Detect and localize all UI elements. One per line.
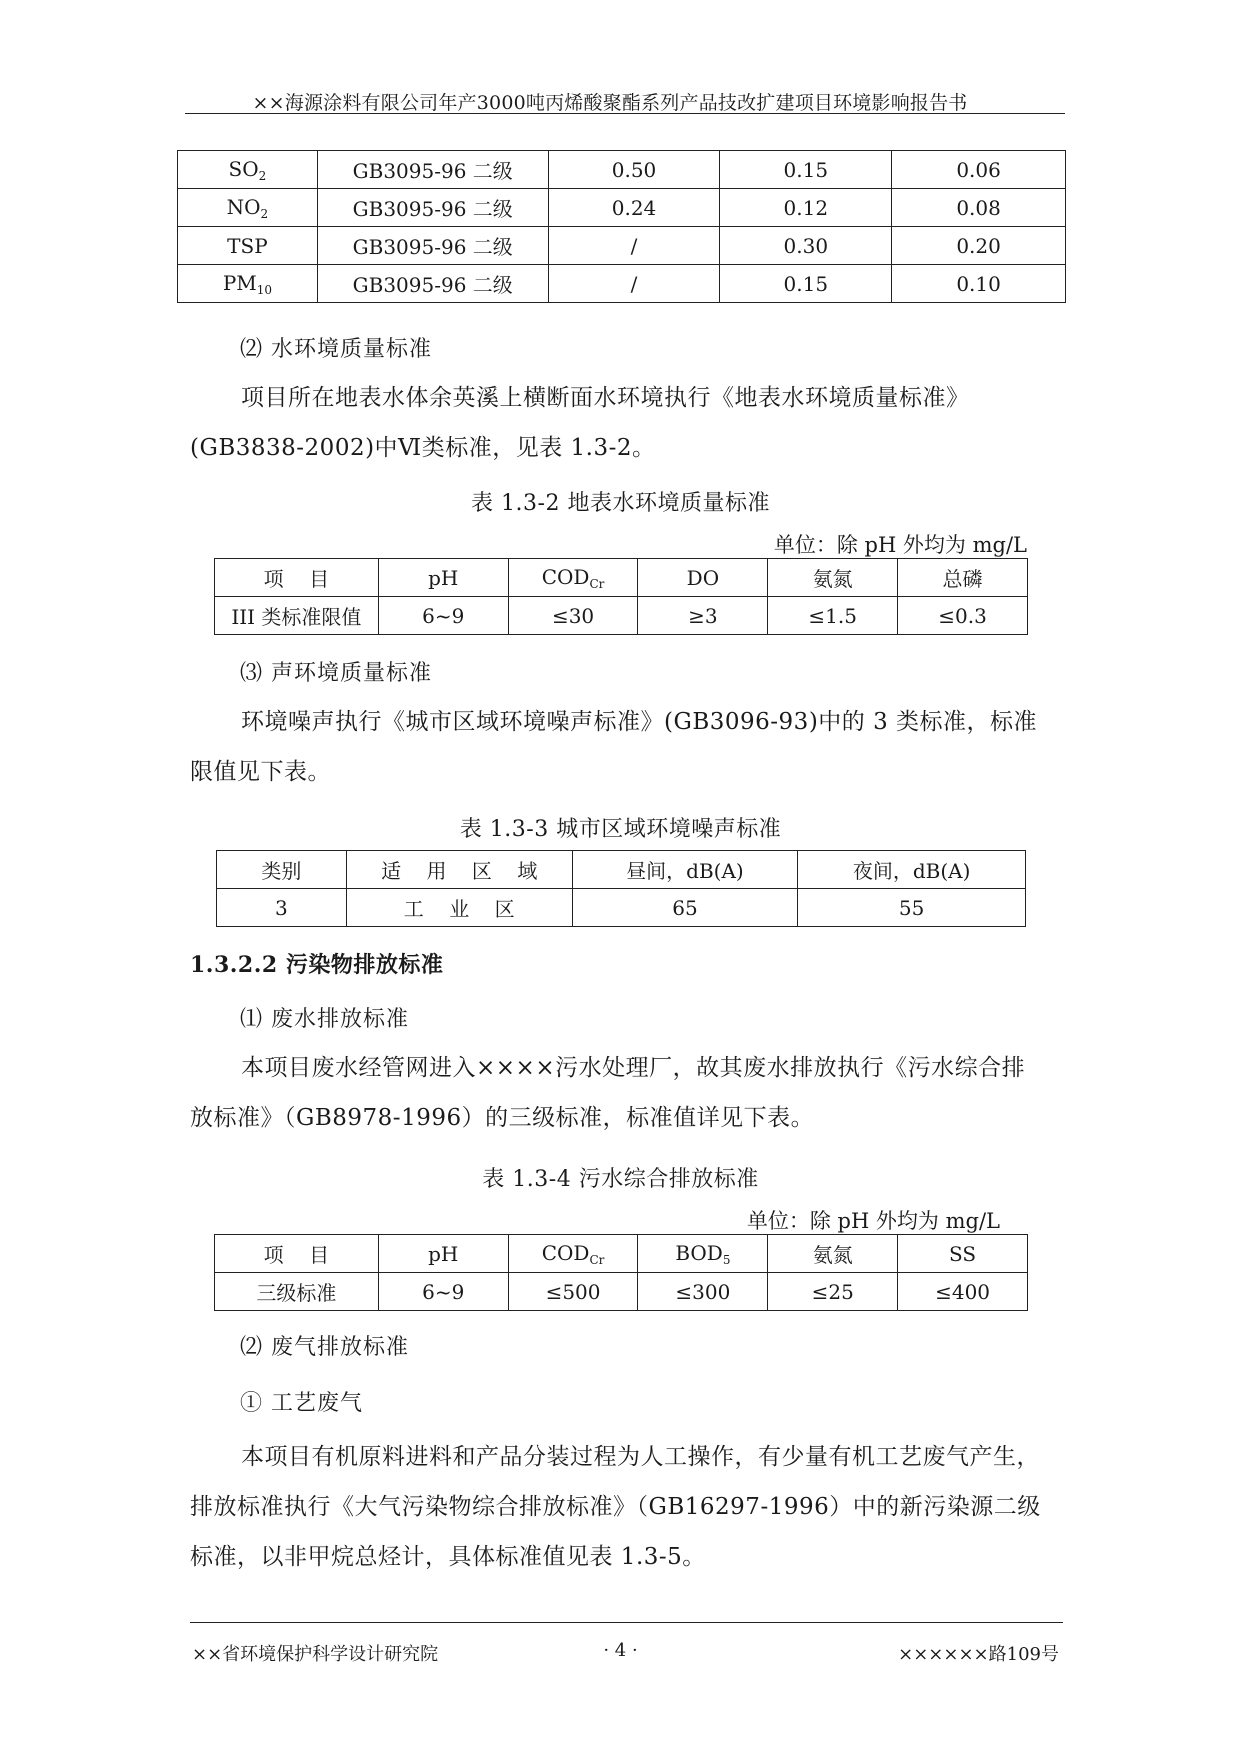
value-cell: /: [548, 265, 720, 303]
table-row: [178, 189, 1066, 227]
pollutant-cell: $NO_2$: [178, 189, 318, 227]
paragraph-line: 标准，以非甲烷总烃计，具体标准值见表 1.3-5。: [190, 1544, 706, 1570]
paragraph-line: 本项目有机原料进料和产品分装过程为人工操作，有少量有机工艺废气产生，: [241, 1444, 1040, 1470]
header-cell: 氨氮: [768, 1235, 898, 1273]
paragraph-line: (GB3838-2002)中Ⅵ类标准，见表 1.3-2。: [190, 435, 656, 461]
pollutant-cell: TSP: [178, 227, 318, 265]
standard-cell: GB3095-96 二级: [317, 265, 548, 303]
air-quality-table: [177, 150, 1066, 303]
water-standard-paragraph: [190, 373, 1065, 473]
page-number: · 4 ·: [603, 1640, 638, 1661]
table-header-row: [215, 559, 1028, 597]
value-cell: 0.15: [720, 265, 892, 303]
value-cell: 0.20: [892, 227, 1066, 265]
header-divider: [185, 113, 1065, 114]
paragraph-line: 放标准》（GB8978-1996）的三级标准，标准值详见下表。: [190, 1105, 815, 1131]
table-caption: 表 1.3-2 地表水环境质量标准: [471, 491, 770, 516]
value-cell: /: [548, 227, 720, 265]
table-caption: 表 1.3-3 城市区域环境噪声标准: [459, 817, 782, 842]
table-cell: 6~9: [378, 597, 508, 635]
noise-standard-heading: ⑶ 声环境质量标准: [240, 661, 432, 686]
header-cell: 项 目: [215, 559, 379, 597]
table-unit-note: 单位：除 pH 外均为 mg/L: [746, 1209, 1000, 1233]
footer-address: ××××××路109号: [898, 1644, 1059, 1665]
value-cell: 0.24: [548, 189, 720, 227]
header-cell: pH: [378, 559, 508, 597]
table-cell: ≤300: [638, 1273, 768, 1311]
value-cell: 0.10: [892, 265, 1066, 303]
header-cell: 适 用 区 域: [346, 851, 572, 889]
header-cell: 总磷: [898, 559, 1028, 597]
table-row: [215, 597, 1028, 635]
pollutant-cell: $SO_2$: [178, 151, 318, 189]
table-cell: ≤400: [898, 1273, 1028, 1311]
table-cell: 3: [217, 889, 347, 927]
table-row: [178, 227, 1066, 265]
standard-cell: GB3095-96 二级: [317, 151, 548, 189]
paragraph-line: 限值见下表。: [190, 759, 331, 785]
wastewater-table: [214, 1234, 1028, 1311]
value-cell: 0.06: [892, 151, 1066, 189]
table-caption: 表 1.3-4 污水综合排放标准: [482, 1167, 759, 1192]
standard-cell: GB3095-96 二级: [317, 189, 548, 227]
table-unit-note: 单位：除 pH 外均为 mg/L: [773, 533, 1027, 557]
table-header-row: [217, 851, 1026, 889]
header-cell: 类别: [217, 851, 347, 889]
page-header-title: ××海源涂料有限公司年产3000吨丙烯酸聚酯系列产品技改扩建项目环境影响报告书: [252, 92, 968, 114]
paragraph-line: 排放标准执行《大气污染物综合排放标准》（GB16297-1996）中的新污染源二级: [190, 1494, 1041, 1520]
section-title: 1.3.2.2 污染物排放标准: [190, 952, 444, 978]
table-cell: ≤0.3: [898, 597, 1028, 635]
footer-institute: ××省环境保护科学设计研究院: [192, 1644, 439, 1665]
noise-standard-paragraph: [190, 697, 1065, 797]
process-gas-paragraph: [190, 1432, 1065, 1582]
wastewater-paragraph: [190, 1043, 1065, 1143]
table-cell: 三级标准: [215, 1273, 379, 1311]
header-cell: 项 目: [215, 1235, 379, 1273]
paragraph-line: 本项目废水经管网进入××××污水处理厂，故其废水排放执行《污水综合排: [241, 1055, 1026, 1081]
header-cell: $BOD_5$: [638, 1235, 768, 1273]
noise-table: [216, 850, 1026, 927]
table-cell: III 类标准限值: [215, 597, 379, 635]
table-cell: ≤25: [768, 1273, 898, 1311]
header-cell: 昼间，dB(A): [572, 851, 798, 889]
table-cell: ≥3: [638, 597, 768, 635]
table-cell: ≤30: [508, 597, 638, 635]
header-cell: 夜间，dB(A): [798, 851, 1026, 889]
table-row: [178, 151, 1066, 189]
standard-cell: GB3095-96 二级: [317, 227, 548, 265]
process-gas-heading: ① 工艺废气: [240, 1391, 363, 1416]
header-cell: SS: [898, 1235, 1028, 1273]
table-row: [215, 1273, 1028, 1311]
header-cell: 氨氮: [768, 559, 898, 597]
waste-gas-heading: ⑵ 废气排放标准: [240, 1335, 409, 1360]
table-cell: 55: [798, 889, 1026, 927]
value-cell: 0.12: [720, 189, 892, 227]
value-cell: 0.08: [892, 189, 1066, 227]
value-cell: 0.50: [548, 151, 720, 189]
table-row: [178, 265, 1066, 303]
header-cell: $COD_{Cr}$: [508, 559, 638, 597]
paragraph-line: 环境噪声执行《城市区域环境噪声标准》(GB3096-93)中的 3 类标准，标准: [241, 709, 1038, 735]
value-cell: 0.15: [720, 151, 892, 189]
value-cell: 0.30: [720, 227, 892, 265]
table-cell: ≤500: [508, 1273, 638, 1311]
header-cell: DO: [638, 559, 768, 597]
table-cell: 工 业 区: [346, 889, 572, 927]
footer-divider: [190, 1622, 1063, 1623]
paragraph-line: 项目所在地表水体余英溪上横断面水环境执行《地表水环境质量标准》: [241, 385, 970, 411]
pollutant-cell: $PM_{10}$: [178, 265, 318, 303]
header-cell: $COD_{Cr}$: [508, 1235, 638, 1273]
table-cell: 6~9: [378, 1273, 508, 1311]
table-cell: ≤1.5: [768, 597, 898, 635]
table-header-row: [215, 1235, 1028, 1273]
wastewater-standard-heading: ⑴ 废水排放标准: [240, 1007, 409, 1032]
header-cell: pH: [378, 1235, 508, 1273]
table-row: [217, 889, 1026, 927]
table-cell: 65: [572, 889, 798, 927]
water-standard-heading: ⑵ 水环境质量标准: [240, 337, 432, 362]
surface-water-table: [214, 558, 1028, 635]
